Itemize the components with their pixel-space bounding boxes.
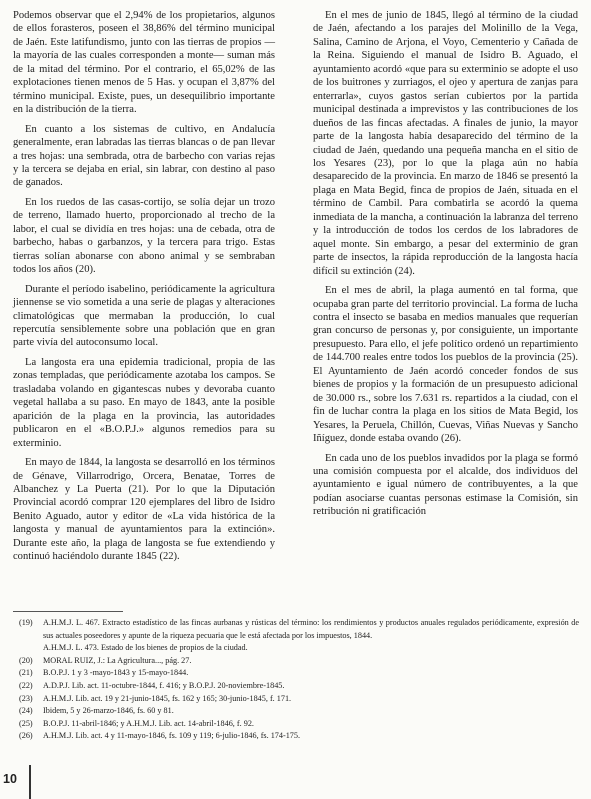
footnote: [13, 655, 579, 668]
footnote-text: A.D.P.J. Lib. act. 11-octubre-1844, f. 416; y B.O.P.J. 20-noviembre-1845.: [43, 680, 285, 690]
footnote-number: (25): [19, 718, 33, 728]
page-number: 10: [3, 772, 17, 786]
footnote: [13, 705, 579, 718]
footnote-number: (21): [19, 668, 33, 678]
footnote-number: (26): [19, 731, 33, 741]
page-number-bar: [29, 765, 31, 799]
left-column: [13, 9, 275, 570]
footnote-text: A.H.M.J. L. 467. Extracto estadístico de las fincas aurbanas y rústicas del término: los rendimientos y productos anuales regulados periódicamente, expresión de sus actuales poseedores y apunte de la riqueza pecuaria que le está afectada por los impuestos, 1844.: [43, 618, 579, 640]
footnote-number: (20): [19, 655, 33, 665]
footnote-text: A.H.M.J. Lib. act. 4 y 11-mayo-1846, fs. 109 y 119; 6-julio-1846, fs. 174-175.: [43, 731, 301, 741]
footnote-text: B.O.P.J. 11-abril-1846; y A.H.M.J. Lib. act. 14-abril-1846, f. 92.: [43, 718, 254, 728]
paragraph: La langosta era una epidemia tradicional, propia de las zonas templadas, que periódicamente azotaba los campos. Se trasladaba volando en gigantescas nubes y devoraba cuanto vegetal hallaba a su paso. En mayo de 1843, ante la posible aparición de la plaga en la provincia, las autoridades publicaron en el «B.O.P.J.» algunos remedios para su exterminio.: [13, 356, 275, 449]
footnote: [13, 617, 579, 642]
footnote-text: MORAL RUIZ, J.: La Agricultura..., pág. 27.: [43, 655, 192, 665]
footnote-number: (23): [19, 693, 33, 703]
footnote: [13, 730, 579, 743]
footnote: [13, 718, 579, 731]
footnote: [13, 667, 579, 680]
footnote-number: (24): [19, 706, 33, 716]
footnote-number: (22): [19, 680, 33, 690]
footnote-number: [13, 642, 43, 655]
paragraph: En cada uno de los pueblos invadidos por la plaga se formó una comisión compuesta por el alcalde, dos individuos del ayuntamiento e igual número de contribuyentes, a la que podían asociarse cuantas personas estimase la Comisión, sin retribución ni gratificación: [313, 452, 578, 518]
footnote: [13, 693, 579, 706]
paragraph: Durante el período isabelino, periódicamente la agricultura jiennense se vio sometida a una serie de plagas y alteraciones climatológicas que mermaban la producción, lo cual repercutía sensiblemente sobre una población que en gran parte vivía del autoconsumo local.: [13, 283, 275, 349]
paragraph: En el mes de junio de 1845, llegó al término de la ciudad de Jaén, afectando a los parajes del Molinillo de la Vega, Salina, Camino de Arjona, el Voyo, Cementerio y Cañada de la Reina. Siguiendo el manual de Isidro B. Aguado, el ayuntamiento acordó «que para su exterminio se adopte el uso de los buitrones y zurriagos, el ojeo y apertura de zanjas para enterrarla», cuyos gastos serían cubiertos por la partida municipal destinada a imprevistos y las contribuciones de los dueños de las fincas afectadas. A finales de junio, la mayor parte de la langosta había desaparecido del término de la ciudad de Jaén, quedando una pequeña mancha en el sitio de los Yesares (23), por lo que la plaga aún no había desaparecido de la provincia. En marzo de 1846 se presentó la plaga en Mata Begid, finca de propios de Jaén, situada en el término de Cambil. Para combatirla se acordó la quema inmediata de la mancha, a continuación la labranza del terreno y la introducción de todos los cerdos de los labradores de aquel monte. Sin embargo, a pesar del exterminio de gran parte de insectos, la rápida reproducción de la langosta hacía difícil su extinción (24).: [313, 10, 578, 277]
footnote-text: B.O.P.J. 1 y 3 -mayo-1843 y 15-mayo-1844.: [43, 668, 189, 678]
footnote: [13, 680, 579, 693]
paragraph: En el mes de abril, la plaga aumentó en tal forma, que ocupaba gran parte del territorio provincial. La forma de lucha contra el insecto se basaba en medios manuales que requerían gran concurso de personas y, por consiguiente, un importante presupuesto. Para ello, el jefe político ordenó un repartimiento de 144.700 reales entre todos los pueblos de la provincia (25). El Ayuntamiento de Jaén acordó conceder fondos de sus bienes de propios y la formación de un presupuesto adicional de 30.000 rs., sobre los 7.631 rs. repartidos a la ciudad, con el fin de luchar contra la plaga en los sitios de Mata Begid, los Yesares, la Peruela, Chillón, Cuevas, Viñas Nuevas y Sancho Iñíguez, donde estaba ovando (26).: [313, 285, 578, 445]
paragraph: En los ruedos de las casas-cortijo, se solía dejar un trozo de terreno, llamado huerto, proporcionado al trecho de la labor, el cual se dividía en tres hojas: una de cebada, otra de barbecho, habas o garbanzos, y la tercera para trigo. Estas tierras solían abonarse con abono animal y se sembraban todos los años (20).: [13, 196, 275, 276]
paragraph: En mayo de 1844, la langosta se desarrolló en los términos de Génave, Villarrodrigo, Orcera, Benatae, Torres de Albanchez y La Puerta (21). Por lo que la Diputación Provincial acordó comprar 120 ejemplares del libro de Isidro Benito Aguado, autor y editor de «La vida histórica de la langosta y manual de ayuntamientos para la extinción». Durante este año, la plaga de langosta se fue extendiendo y continuó haciéndolo durante 1845 (22).: [13, 457, 275, 563]
footnote: [13, 642, 579, 655]
footnote-text: A.H.M.J. Lib. act. 19 y 21-junio-1845, fs. 162 y 165; 30-junio-1845, f. 171.: [43, 693, 292, 703]
footnote-divider: [13, 611, 123, 612]
paragraph: Podemos observar que el 2,94% de los propietarios, algunos de ellos forasteros, poseen el 38,86% del término municipal de Jaén. Este latifundismo, junto con las tierras de propios —la mayoría de las cuales corresponden a monte— suman más de la mitad del término. Por el contrario, el 65,02% de las explotaciones tienen menos de 5 Has. y ocupan el 3,87% del término municipal. Existe, pues, un desequilibrio importante en la distribución de la tierra.: [13, 10, 275, 116]
footnote-number: (19): [19, 618, 33, 627]
paragraph: En cuanto a los sistemas de cultivo, en Andalucía generalmente, eran labradas las tierras blancas o de pan llevar a tres hojas: una sembrada, otra de barbecho con varias rejas y la tercera se dejaba en erial, sin labrar, con destino al paso de ganados.: [13, 123, 275, 189]
footnotes: [13, 617, 579, 743]
footnote-text: Ibidem, 5 y 26-marzo-1846, fs. 60 y 81.: [43, 706, 174, 716]
right-column: [313, 9, 578, 525]
footnote-text: A.H.M.J. L. 473. Estado de los bienes de propios de la ciudad.: [43, 643, 248, 653]
